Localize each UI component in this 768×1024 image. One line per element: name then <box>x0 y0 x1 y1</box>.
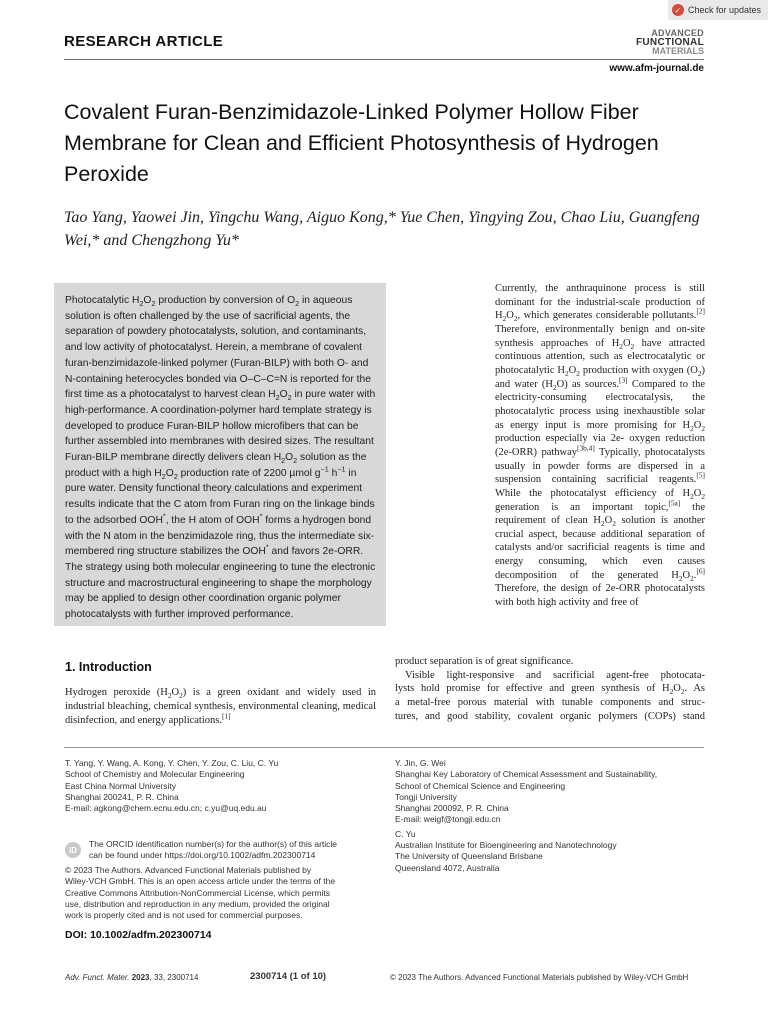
orcid-note: The ORCID identification number(s) for the author(s) of this article can be found under https://doi.org/10.1002/adfm.202300714 <box>89 839 338 861</box>
author-list: Tao Yang, Yaowei Jin, Yingchu Wang, Aiguo Kong,* Yue Chen, Yingying Zou, Chao Liu, Guangfeng Wei,* and Chengzhong Yu* <box>64 209 700 249</box>
journal-logo-line2: FUNCTIONAL <box>636 37 704 48</box>
article-title: Covalent Furan-Benzimidazole-Linked Polymer Hollow Fiber Membrane for Clean and Efficient Photosynthesis of Hydrogen Peroxide <box>64 100 659 186</box>
affiliation-right: Y. Jin, G. Wei Shanghai Key Laboratory of Chemical Assessment and Sustainability, School of Chemical Science and Engineering Tongji University Shanghai 200092, P. R. China E-mail: weigf@tongji.edu.cn C. Yu Australian Institute for Bioengineering and Nanotechnology The University of Queensland Brisbane Queensland 4072, Australia <box>395 758 658 873</box>
check-for-updates-button[interactable] <box>668 0 768 20</box>
abstract-text: Photocatalytic $H_2O_2$ production by conversion of $O_2$ in aqueous solution is often challenged by the use of sacrificial agents, the separation of powdery photocatalysts, solution, and contaminants, and low activity of photocatalyst. Herein, a membrane of covalent furan-benzimidazole-linked polymer (Furan-BILP) with both O- and N-containing heterocycles bonded via O–C–C=N is reported for the first time as a photocatalyst to harvest clean $H_2O_2$ in pure water with high-performance. A coordination-polymer hard template strategy is developed to produce Furan-BILP hollow microfibers that can be further assembled into membranes with desired sizes. The resultant Furan-BILP membrane directly delivers clean $H_2O_2$ solution as the product with a high $H_2O_2$ production rate of 2200 µmol $g^{-1}$ $h^{-1}$ in pure water. Density functional theory calculations and experiment results indicate that the C atom from Furan ring on the linkage binds to the adsorbed OOH*, the H atom of OOH* forms a hydrogen bond with the N atom in the benzimidazole ring, thus the intermediate six-membered ring structure stabilizes the OOH* and favors 2e-ORR. The strategy using both molecular engineering to tune the electronic structure and macrostructural engineering to shape the morphology may be applied to design other coordination organic polymer photocatalysts with further improved performance. <box>65 295 376 621</box>
copyright-footer: © 2023 The Authors. Advanced Functional Materials published by Wiley-VCH GmbH <box>390 973 689 982</box>
affiliation-left: T. Yang, Y. Wang, A. Kong, Y. Chen, Y. Zou, C. Liu, C. Yu School of Chemistry and Molecular Engineering East China Normal University Shanghai 200241, P. R. China E-mail: agkong@chem.ecnu.edu.cn; c.yu@uq.edu.au <box>65 758 279 814</box>
body-text-right-wide: product separation is of great significance. Visible light-responsive and sacrificial agent-free photocata- lysts hold promise for effective and green synthesis of $H_2O_2$. As a metal-free porous material with tunable components and struc- tures, and good stability, covalent organic polymers (COPs) stand <box>395 656 705 722</box>
citation-ref[interactable]: [3] <box>619 375 628 385</box>
doi-link[interactable]: DOI: 10.1002/adfm.202300714 <box>65 929 212 941</box>
body-text-right-column: Currently, the anthraquinone process is still dominant for the industrial-scale production of $H_2O_2$, which generates considerable pollutants.[2] Therefore, environmentally benign and on-site synthesis approaches of $H_2O_2$ have attracted continuous attention, such as electrocatalytic or photocatalytic $H_2O_2$ production with oxygen $(O_2)$ and water $(H_2O)$ as sources.[3] Compared to the electricity-consuming electrocatalysis, the photocatalytic process using inexhaustible solar as energy input is more promising for $H_2O_2$ production especially via 2e- oxygen reduction (2e-ORR) pathway[3b,4] Typically, photocatalysts usually in powder forms are dispersed in a suspension containing sacrificial reagents.[5] While the photocatalyst efficiency of $H_2O_2$ generation is an important topic,[5a] the requirement of clean $H_2O_2$ solution is another crucial aspect, because additional separation of catalysts and/or sacrificial reagents is time and energy consuming, which even causes decomposition of the generated $H_2O_2.[6]$ Therefore, the design of 2e-ORR photocatalysts with both high activity and free of <box>495 283 706 609</box>
header-divider <box>64 59 704 60</box>
citation-ref[interactable]: [2] <box>696 306 705 316</box>
footnote-divider <box>64 747 704 748</box>
citation-ref[interactable]: [3b,4] <box>577 443 595 453</box>
email-link[interactable]: E-mail: weigf@tongji.edu.cn <box>395 814 501 825</box>
license-note: © 2023 The Authors. Advanced Functional Materials published by Wiley-VCH GmbH. This is an open access article under the terms of the Creative Commons Attribution-NonCommercial License, which permits use, distribution and reproduction in any medium, provided the original work is properly cited and is not used for commercial purposes. <box>65 865 336 921</box>
citation-ref[interactable]: [1] <box>221 711 231 721</box>
check-for-updates-label: Check for updates <box>688 5 762 15</box>
citation-footer: Adv. Funct. Mater. 2023, 33, 2300714 <box>65 973 199 982</box>
orcid-icon: iD <box>65 842 81 858</box>
journal-logo-line1: ADVANCED <box>651 28 704 38</box>
email-links[interactable]: E-mail: agkong@chem.ecnu.edu.cn; c.yu@uq.edu.au <box>65 803 267 814</box>
citation-ref[interactable]: [5a] <box>668 498 681 507</box>
citation-ref[interactable]: [6] <box>696 566 705 576</box>
page-number: 2300714 (1 of 10) <box>250 971 327 982</box>
section-label: RESEARCH ARTICLE <box>64 33 224 50</box>
section-heading-introduction: 1. Introduction <box>65 660 152 674</box>
orcid-doi-link[interactable]: can be found under https://doi.org/10.1002/adfm.202300714 <box>89 850 316 861</box>
introduction-text: Hydrogen peroxide $(H_2O_2)$ is a green oxidant and widely used in industrial bleaching, chemical synthesis, environmental cleaning, medical disinfection, and energy applications.[1] <box>65 687 377 726</box>
journal-logo <box>636 29 704 56</box>
journal-url[interactable]: www.afm-journal.de <box>609 63 704 74</box>
crossmark-icon: ✓ <box>672 4 684 16</box>
journal-logo-line3: MATERIALS <box>652 46 704 56</box>
citation-ref[interactable]: [5] <box>696 470 705 480</box>
